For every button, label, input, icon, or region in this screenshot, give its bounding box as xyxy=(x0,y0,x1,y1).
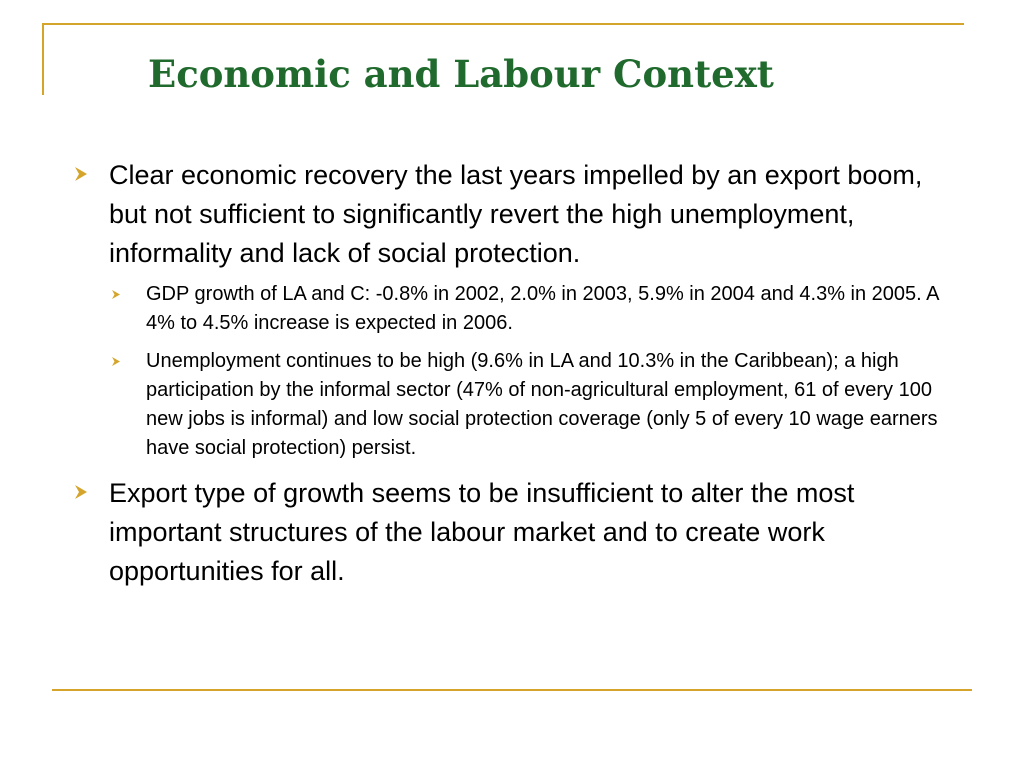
bullet-text: Export type of growth seems to be insufficient to alter the most important structures of the labour market and to create work opportunities for all. xyxy=(109,478,855,586)
slide-body xyxy=(72,156,962,591)
frame-bottom-line xyxy=(52,689,972,691)
sub-bullet-item xyxy=(72,280,962,338)
bullet-text: Clear economic recovery the last years impelled by an export boom, but not sufficient to significantly revert the high unemployment, informality and lack of social protection. xyxy=(109,160,923,268)
arrowhead-bullet-icon xyxy=(74,166,88,182)
frame-top-line xyxy=(42,23,964,25)
sub-bullet-item xyxy=(72,347,962,463)
arrowhead-bullet-icon xyxy=(111,289,121,300)
arrowhead-bullet-icon xyxy=(111,356,121,367)
arrowhead-bullet-icon xyxy=(74,484,88,500)
bullet-item xyxy=(72,156,962,273)
sub-bullet-text: GDP growth of LA and C: -0.8% in 2002, 2.0% in 2003, 5.9% in 2004 and 4.3% in 2005. A 4% to 4.5% increase is expected in 2006. xyxy=(146,283,939,334)
slide-title: Economic and Labour Context xyxy=(148,52,774,96)
frame-left-line xyxy=(42,23,44,95)
bullet-item xyxy=(72,474,962,591)
sub-bullet-text: Unemployment continues to be high (9.6% in LA and 10.3% in the Caribbean); a high participation by the informal sector (47% of non-agricultural employment, 61 of every 100 new jobs is informal) and low social protection coverage (only 5 of every 10 wage earners have social protection) persist. xyxy=(146,350,938,459)
